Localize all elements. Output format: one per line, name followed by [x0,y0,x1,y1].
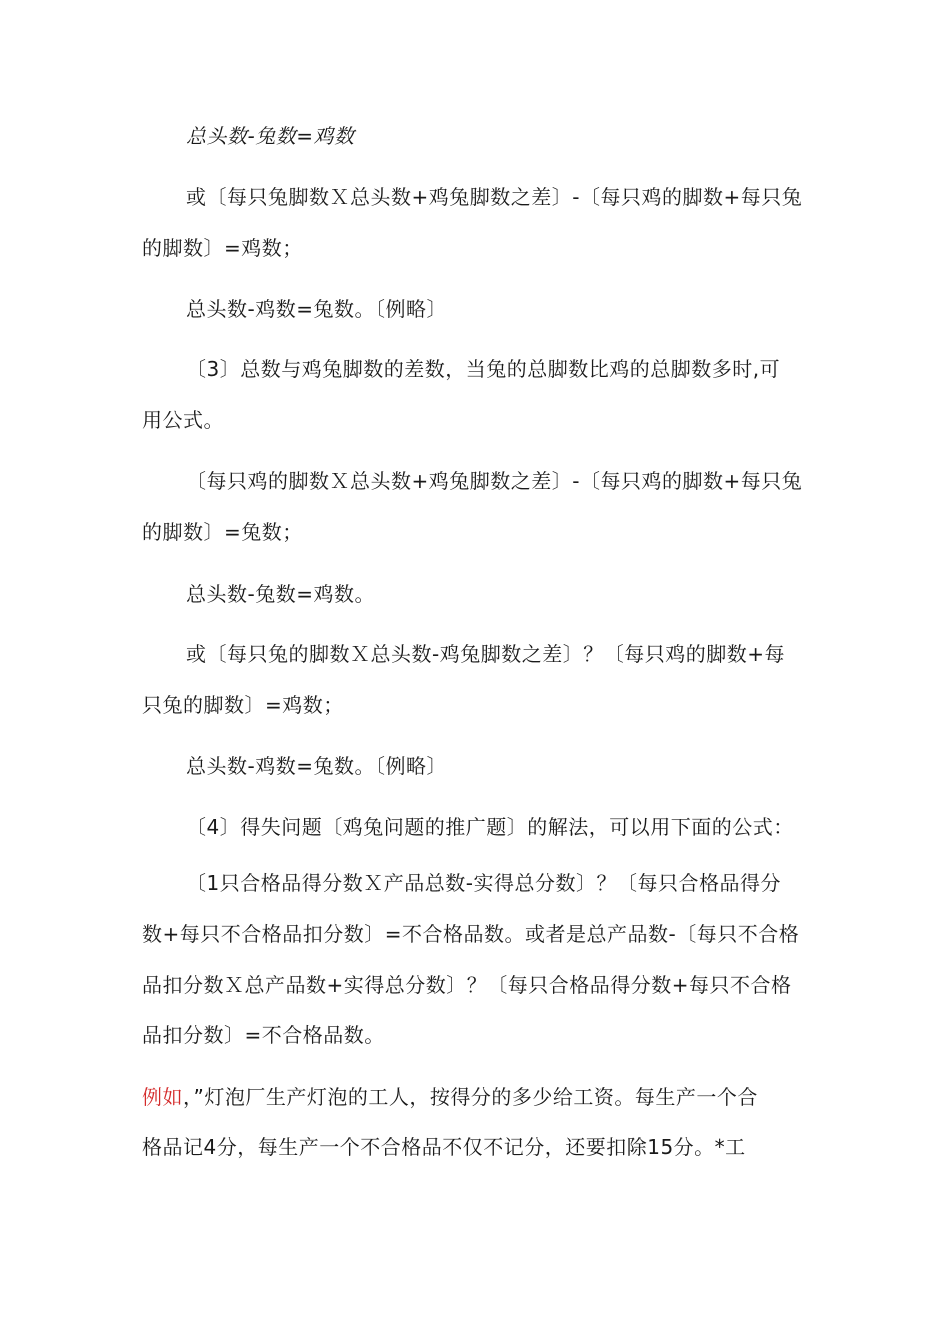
text-line: 或〔每只兔的脚数Ｘ总头数-鸡兔脚数之差〕？〔每只鸡的脚数+每 [186,642,785,666]
text-line: 的脚数〕=鸡数； [142,236,303,260]
text-line: 〔1只合格品得分数Ｘ产品总数-实得总分数〕？〔每只合格品得分 [186,871,781,895]
example-label: 例如 [142,1085,183,1109]
example-line [142,1083,758,1111]
text-line: 总头数-鸡数=兔数。〔例略〕 [186,754,447,778]
text-line: 〔4〕得失问题〔鸡兔问题的推广题〕的解法，可以用下面的公式： [186,815,794,839]
text-line: 〔3〕总数与鸡兔脚数的差数，当兔的总脚数比鸡的总脚数多时,可 [186,357,781,381]
text-line: 〔每只鸡的脚数Ｘ总头数+鸡兔脚数之差〕-〔每只鸡的脚数+每只兔 [186,469,803,493]
text-line: 总头数-兔数=鸡数。 [186,582,375,606]
text-line: 或〔每只兔脚数Ｘ总头数+鸡兔脚数之差〕-〔每只鸡的脚数+每只兔 [186,185,803,209]
text-line: 用公式。 [142,408,224,432]
text-line: 只兔的脚数〕=鸡数； [142,693,344,717]
text-line: 总头数-鸡数=兔数。〔例略〕 [186,297,447,321]
text-line: 的脚数〕=兔数； [142,520,303,544]
text-line: 品扣分数〕=不合格品数。 [142,1023,385,1047]
text-line: 品扣分数Ｘ总产品数+实得总分数〕？〔每只合格品得分数+每只不合格 [142,973,792,997]
example-line-2: 格品记4分，每生产一个不合格品不仅不记分，还要扣除15分。*工 [142,1135,746,1159]
text-line: 数+每只不合格品扣分数〕=不合格品数。或者是总产品数-〔每只不合格 [142,922,800,946]
formula-line: 总头数-兔数=鸡数 [186,124,355,148]
example-text: ，”灯泡厂生产灯泡的工人，按得分的多少给工资。每生产一个合 [183,1085,758,1109]
